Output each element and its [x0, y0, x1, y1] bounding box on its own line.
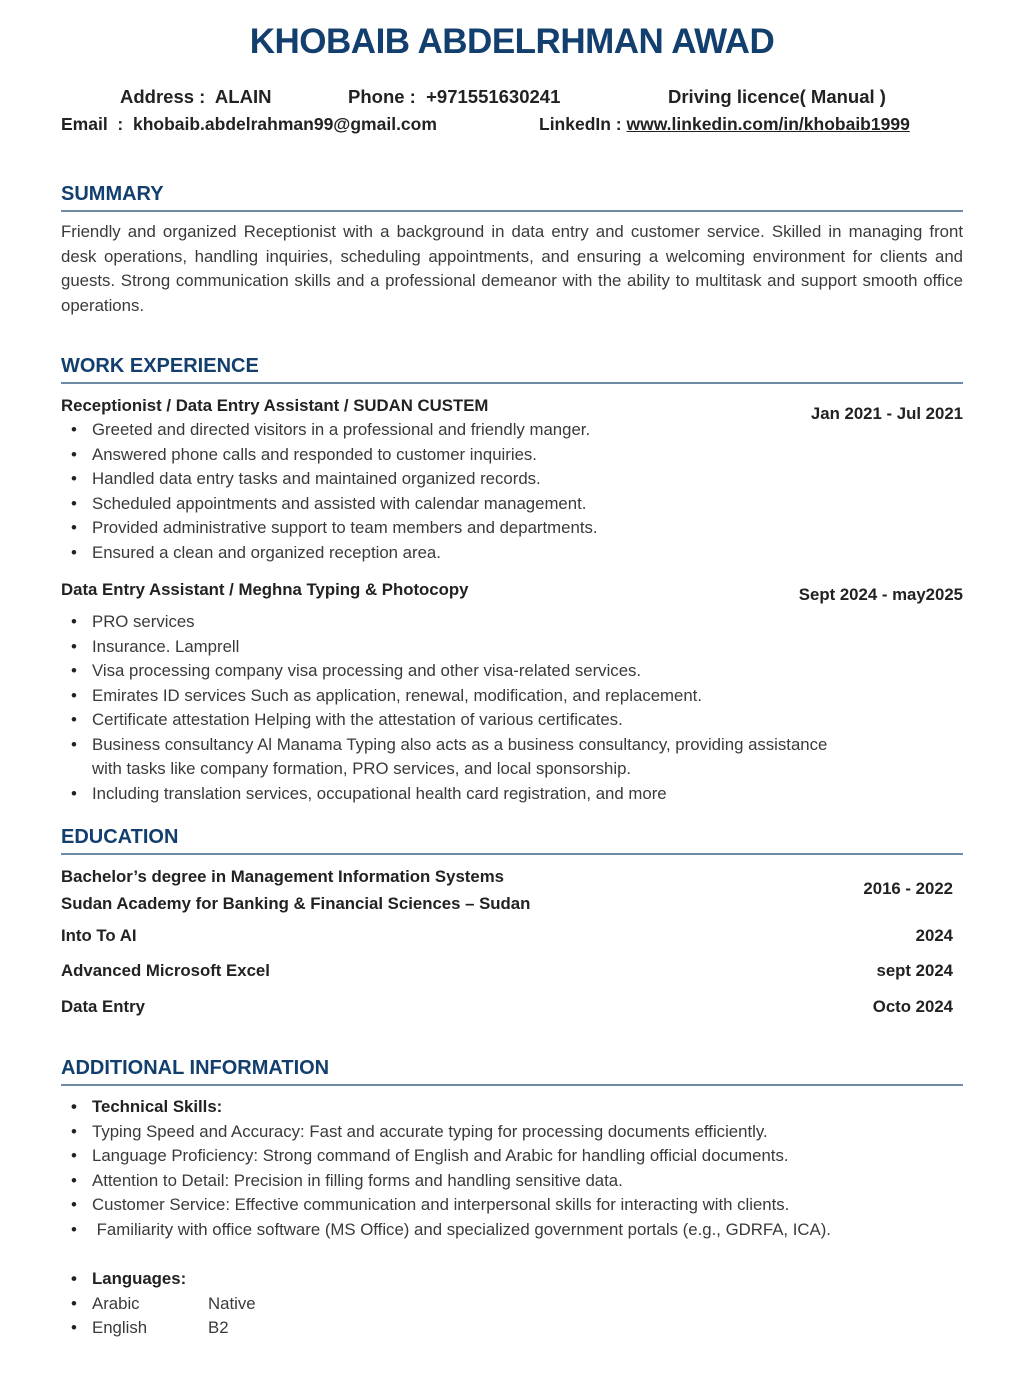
list-item: • Customer Service: Effective communication and interpersonal skills for interacting with clients. [61, 1193, 963, 1218]
course-name: Into To AI [61, 926, 137, 945]
language-level: B2 [208, 1318, 229, 1337]
list-item: • Ensured a clean and organized reception area. [61, 541, 901, 566]
list-item: • Including translation services, occupational health card registration, and more [61, 782, 851, 807]
list-item: • Handled data entry tasks and maintained organized records. [61, 467, 901, 492]
list-item: • Familiarity with office software (MS Office) and specialized government portals (e.g., GDRFA, ICA). [61, 1218, 963, 1243]
course-date: Octo 2024 [872, 997, 953, 1016]
additional-info-heading: ADDITIONAL INFORMATION [61, 1057, 963, 1086]
linkedin-link[interactable]: www.linkedin.com/in/khobaib1999 [626, 114, 910, 134]
skills-list [61, 1095, 963, 1242]
list-item: • Attention to Detail: Precision in filling forms and handling sensitive data. [61, 1169, 963, 1194]
list-item: • Business consultancy Al Manama Typing also acts as a business consultancy, providing assistance with tasks like company formation, PRO services, and local sponsorship. [61, 733, 851, 782]
address: Address : ALAIN [120, 86, 272, 107]
phone: Phone : +971551630241 [348, 86, 561, 107]
list-item: • Answered phone calls and responded to customer inquiries. [61, 443, 901, 468]
list-item: • Certificate attestation Helping with the attestation of various certificates. [61, 708, 851, 733]
skills-title: • Technical Skills: [61, 1095, 963, 1120]
languages-list [61, 1267, 901, 1341]
linkedin [539, 114, 910, 135]
job-bullets [61, 610, 851, 806]
list-item: • Typing Speed and Accuracy: Fast and accurate typing for processing documents efficiently. [61, 1120, 963, 1145]
summary-text: Friendly and organized Receptionist with a background in data entry and customer service. Skilled in managing front desk operations, handling inquiries, scheduling appointments, and ensuring a welcoming environment for clients and guests. Strong communication skills and a professional demeanor with the ability to multitask and support smooth office operations. [61, 222, 963, 315]
language-name: Arabic [92, 1293, 140, 1313]
course-date: 2024 [915, 926, 953, 945]
candidate-name: KHOBAIB ABDELRHMAN AWAD [249, 22, 775, 61]
course-name: Data Entry [61, 997, 145, 1016]
language-item [61, 1316, 901, 1341]
job-dates: Sept 2024 - may2025 [798, 585, 963, 604]
list-item: • Scheduled appointments and assisted with calendar management. [61, 492, 901, 517]
email: Email : khobaib.abdelrahman99@gmail.com [61, 114, 437, 134]
school: Sudan Academy for Banking & Financial Sciences – Sudan [61, 894, 531, 913]
list-item: • PRO services [61, 610, 851, 635]
degree-dates: 2016 - 2022 [863, 879, 953, 898]
languages-title: • Languages: [61, 1267, 901, 1292]
degree: Bachelor’s degree in Management Information Systems [61, 867, 504, 886]
list-item: • Visa processing company visa processing and other visa-related services. [61, 659, 851, 684]
list-item: • Emirates ID services Such as application, renewal, modification, and replacement. [61, 684, 851, 709]
job-title: Data Entry Assistant / Meghna Typing & Photocopy [61, 580, 469, 599]
driving-licence: Driving licence( Manual ) [668, 86, 886, 107]
job-bullets [61, 418, 901, 565]
course-date: sept 2024 [876, 961, 953, 980]
course-name: Advanced Microsoft Excel [61, 961, 270, 980]
job-title: Receptionist / Data Entry Assistant / SUDAN CUSTEM [61, 396, 489, 415]
linkedin-label: LinkedIn : [539, 114, 627, 134]
list-item: • Provided administrative support to team members and departments. [61, 516, 901, 541]
work-experience-heading: WORK EXPERIENCE [61, 355, 963, 384]
language-name: English [92, 1318, 148, 1337]
list-item: • Insurance. Lamprell [61, 635, 851, 660]
language-item [61, 1292, 901, 1317]
education-heading: EDUCATION [61, 826, 963, 855]
list-item: • Language Proficiency: Strong command of English and Arabic for handling official documents. [61, 1144, 963, 1169]
job-dates: Jan 2021 - Jul 2021 [810, 404, 963, 423]
list-item: • Greeted and directed visitors in a professional and friendly manger. [61, 418, 901, 443]
language-level: Native [208, 1293, 256, 1313]
summary-heading: SUMMARY [61, 183, 963, 212]
